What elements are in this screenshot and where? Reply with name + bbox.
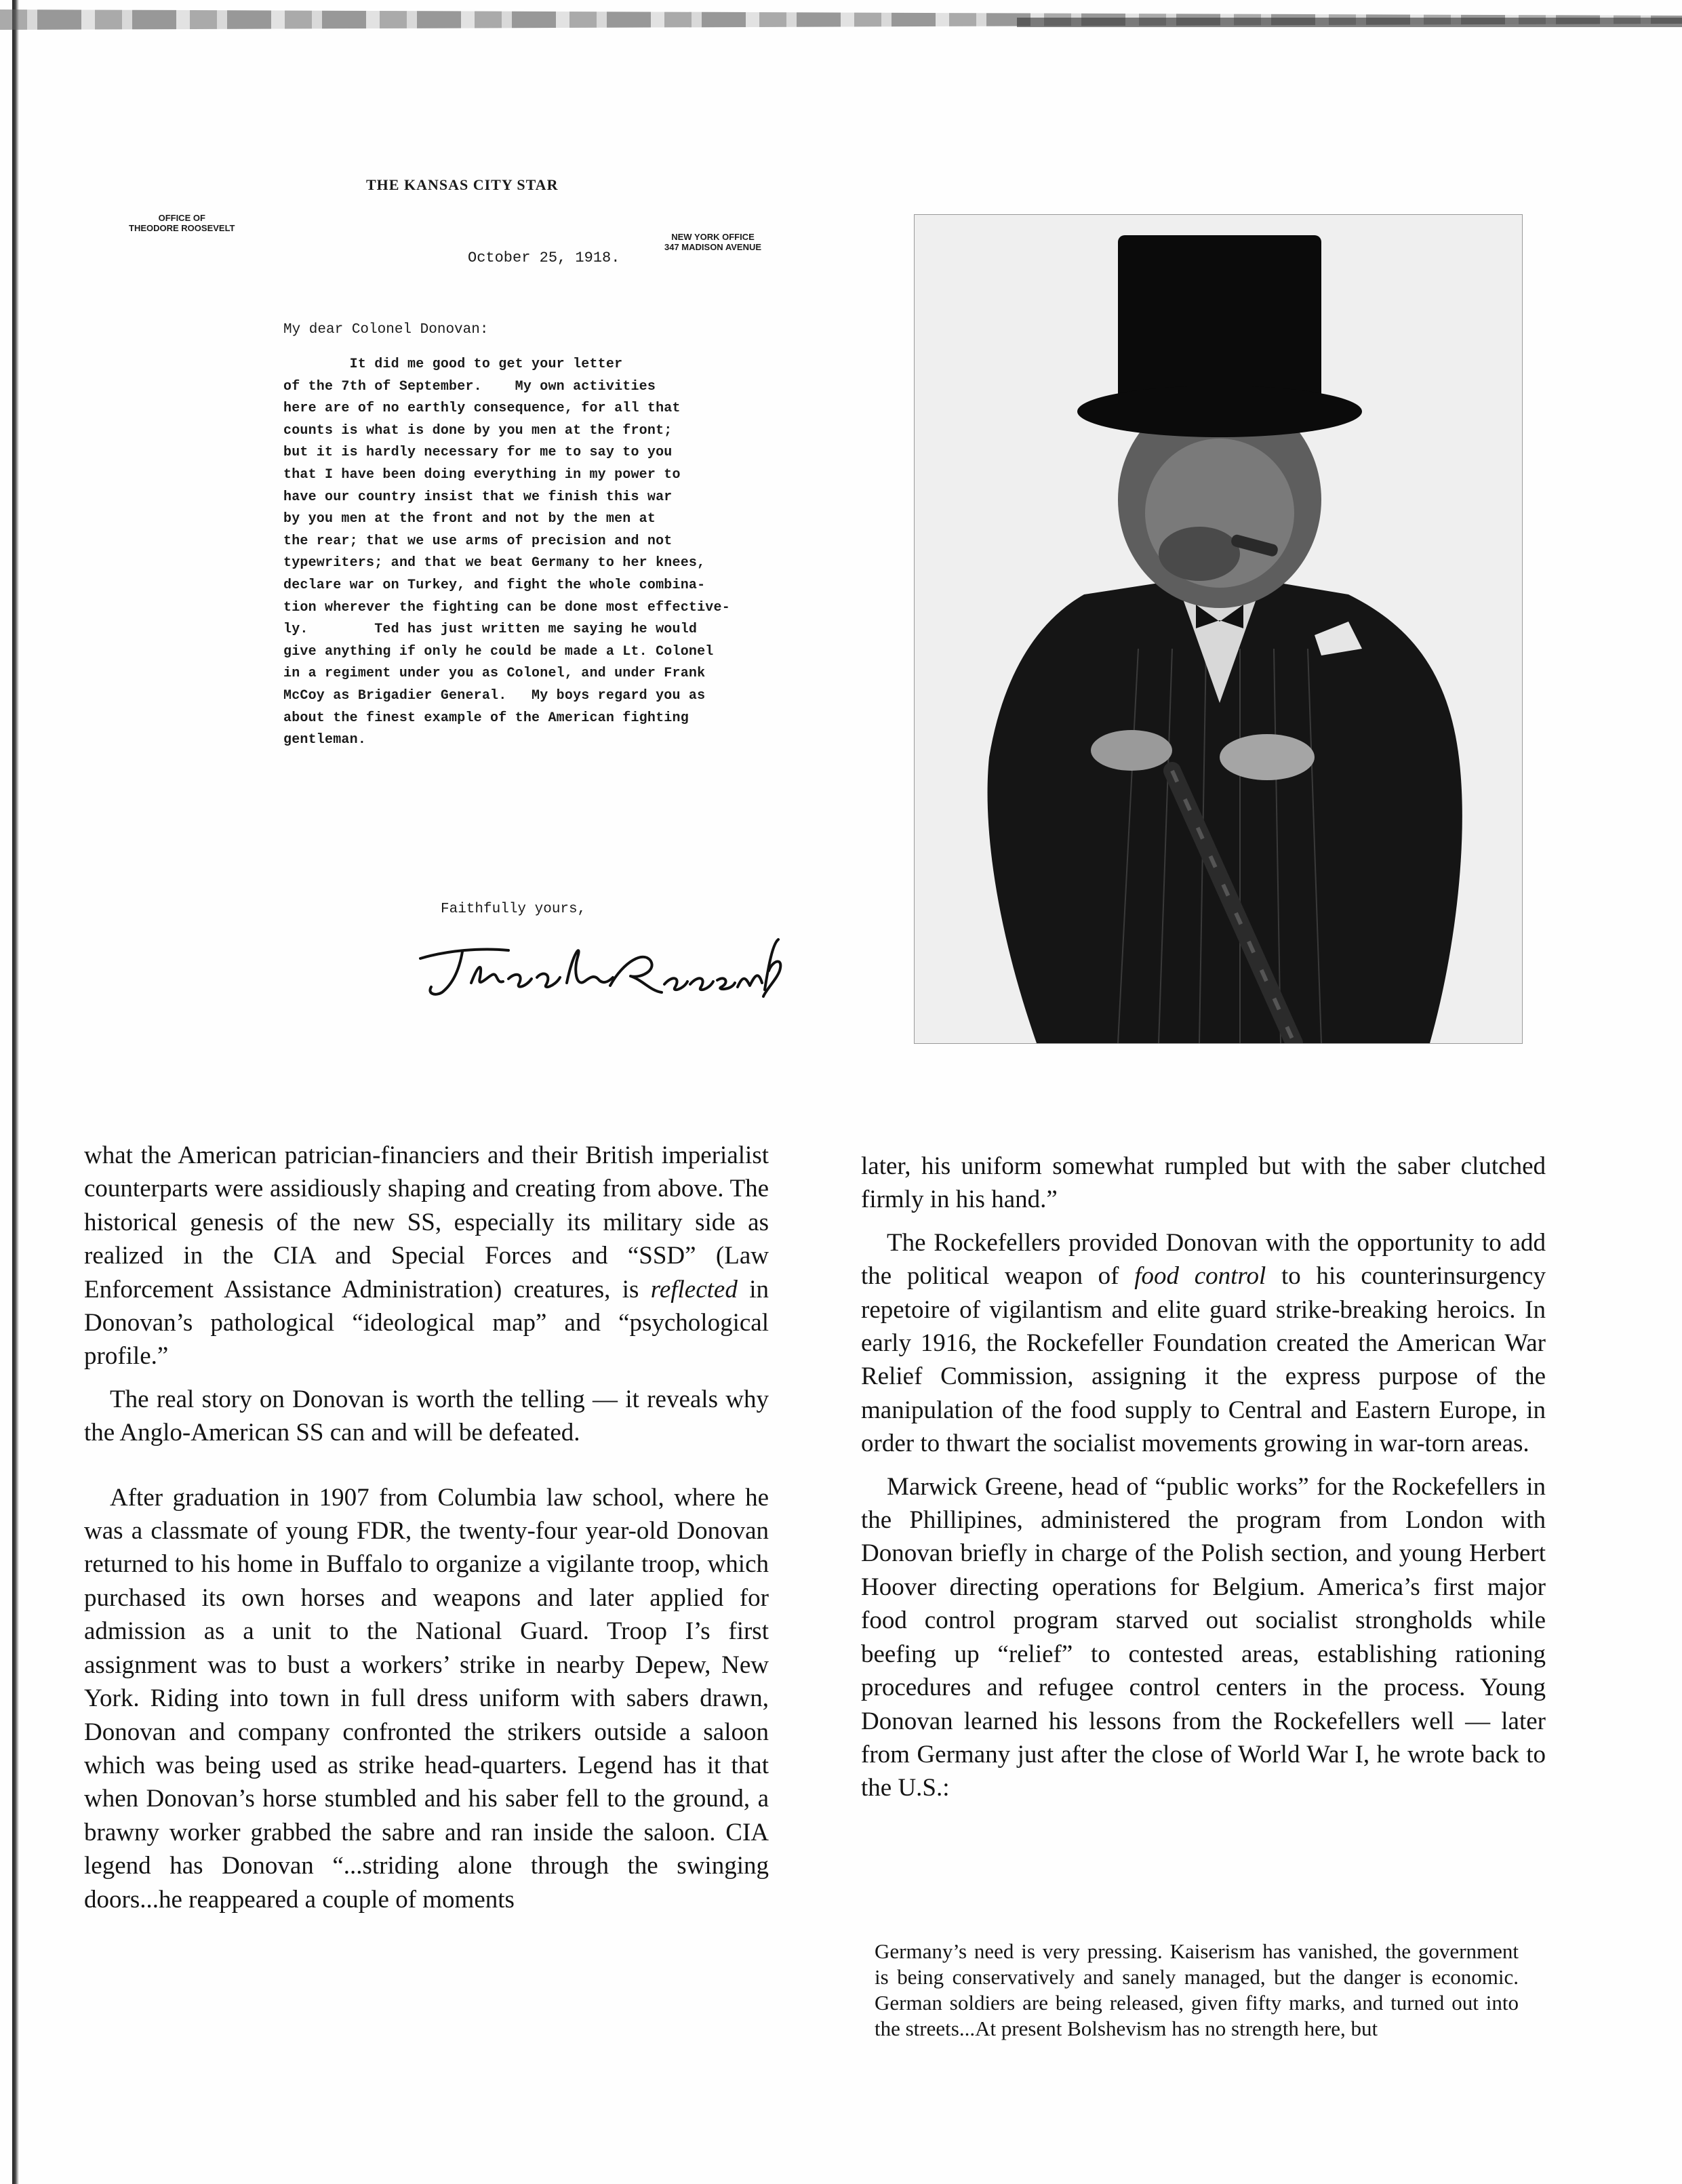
scan-edge-left bbox=[12, 0, 19, 2184]
scan-edge-top-dark bbox=[1017, 18, 1682, 27]
block-quote bbox=[875, 1939, 1519, 2042]
letterhead-paper-name: THE KANSAS CITY STAR bbox=[366, 176, 559, 193]
letterhead-office-line: OFFICE OF bbox=[158, 213, 205, 223]
emphasis-text: food control bbox=[1134, 1262, 1266, 1291]
letterhead-office bbox=[129, 213, 235, 233]
letter-line: in a regiment under you as Colonel, and under Frank bbox=[283, 666, 706, 682]
letter-line: of the 7th of September. My own activities bbox=[283, 378, 656, 395]
paragraph-text: in Donovan’s pathological “ideological map” and “psychological profile.” bbox=[84, 1275, 769, 1371]
letterhead-ny-line: 347 MADISON AVENUE bbox=[664, 242, 762, 252]
paragraph: After graduation in 1907 from Columbia law school, where he was a classmate of young FDR, the twenty-four year-old Donovan returned to his home in Buffalo to organize a vigilante troop, which purchased its own horses and weapons and later applied for admission as a unit to the National Guard. Troop I’s first assignment was to bust a workers’ strike in nearby Depew, New York. Riding into town in full dress uniform with sabers drawn, Donovan and company confronted the strikers outside a saloon which was being used as strike head-quarters. Legend has it that when Donovan’s horse stumbled and his saber fell to the ground, a brawny worker grabbed the sabre and ran inside the saloon. CIA legend has Donovan “...striding alone through the swinging doors...he reappeared a couple of moments bbox=[84, 1483, 769, 1914]
letter-salutation: My dear Colonel Donovan: bbox=[283, 322, 489, 338]
letter-line: McCoy as Brigadier General. My boys regard you as bbox=[283, 687, 706, 704]
letter-line: but it is hardly necessary for me to say to you bbox=[283, 445, 673, 461]
letter-line: ly. Ted has just written me saying he would bbox=[283, 622, 698, 638]
paragraph-text: to his counterinsurgency repetoire of vigilantism and elite guard strike-breaking heroics. In early 1916, the Rockefeller Foundation created the American War Relief Commission, assigning it the express purpose of the manipulation of the food supply to Central and Eastern Europe, in order to thwart the socialist movements growing in war-torn areas. bbox=[861, 1262, 1546, 1458]
letter-date: October 25, 1918. bbox=[468, 249, 620, 266]
emphasis-text: reflected bbox=[650, 1275, 738, 1303]
letter-line: here are of no earthly consequence, for all that bbox=[283, 401, 681, 417]
letter-line: have our country insist that we finish this war bbox=[283, 489, 673, 505]
letter-line: by you men at the front and not by the men at bbox=[283, 511, 656, 527]
letterhead-ny-office bbox=[664, 232, 761, 252]
paragraph-text: The Rockefellers provided Donovan with the opportunity to add the political weapon of bbox=[861, 1228, 1546, 1291]
letter-closing: Faithfully yours, bbox=[441, 902, 586, 917]
letter-line: tion wherever the fighting can be done most effective- bbox=[283, 599, 730, 615]
letter-line: give anything if only he could be made a Lt. Colonel bbox=[283, 643, 714, 660]
letter-line: the rear; that we use arms of precision and not bbox=[283, 533, 673, 549]
letter-body bbox=[283, 354, 866, 752]
quote-text: Germany’s need is very pressing. Kaiserism has vanished, the government is being conservatively and sanely managed, but the danger is economic. German soldiers are being released, given fifty marks, and turned out into the streets...At present Bolshevism has no strength here, but bbox=[875, 1939, 1519, 2040]
letter-line: counts is what is done by you men at the front; bbox=[283, 422, 673, 439]
right-text-column bbox=[861, 1150, 1546, 1805]
paragraph-text: what the American patrician-financiers and their British imperialist counterparts were assidiously shaping and creating from above. The historical genesis of the new SS, especially its military side as realized in the CIA and Special Forces and “SSD” (Law Enforcement Assistance Administration) creatures, is bbox=[84, 1141, 769, 1303]
letter-line: It did me good to get your letter bbox=[283, 357, 623, 372]
paragraph bbox=[861, 1226, 1546, 1461]
photo-man-in-top-hat bbox=[914, 214, 1523, 1044]
letterhead-office-line: THEODORE ROOSEVELT bbox=[129, 223, 235, 233]
paragraph: later, his uniform somewhat rumpled but with the saber clutched firmly in his hand.” bbox=[861, 1152, 1546, 1214]
paragraph: Marwick Greene, head of “public works” for the Rockefellers in the Phillipines, administered the program from London with Donovan briefly in charge of the Polish section, and young Herbert Hoover directing operations for Belgium. America’s first major food control program starved out socialist strongholds while beefing up “relief” to contested areas, establishing rationing procedures and refugee control centers in the process. Young Donovan learned his lessons from the Rockefellers well — later from Germany just after the close of World War I, he wrote back to the U.S.: bbox=[861, 1472, 1546, 1802]
letter-line: declare war on Turkey, and fight the whole combina- bbox=[283, 577, 706, 593]
letter-line: gentleman. bbox=[283, 732, 367, 748]
letter-line: that I have been doing everything in my power to bbox=[283, 466, 681, 483]
paragraph bbox=[84, 1139, 769, 1373]
letter-line: typewriters; and that we beat Germany to her knees, bbox=[283, 555, 706, 571]
handwritten-signature bbox=[407, 930, 786, 1005]
roosevelt-letter bbox=[122, 169, 807, 1010]
letter-line: about the finest example of the American fighting bbox=[283, 710, 689, 726]
left-text-column bbox=[84, 1139, 769, 1916]
letterhead-ny-line: NEW YORK OFFICE bbox=[671, 232, 755, 242]
paragraph: The real story on Donovan is worth the telling — it reveals why the Anglo-American SS can and will be defeated. bbox=[84, 1385, 769, 1447]
